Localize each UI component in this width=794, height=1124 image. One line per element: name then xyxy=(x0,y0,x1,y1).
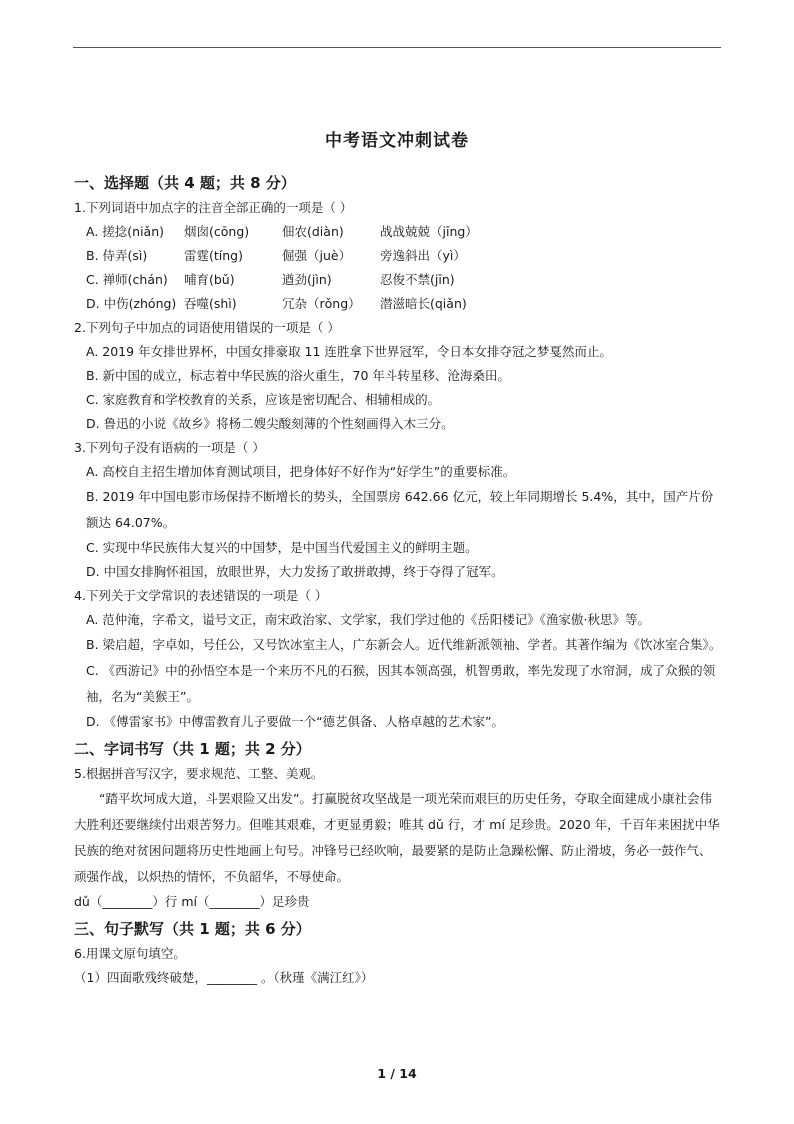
q3-option-d: D. 中国女排胸怀祖国，放眼世界，大力发扬了敢拼敢搏，终于夺得了冠军。 xyxy=(86,564,504,579)
q1-option-b: B. 侍弄(sì) 雷霆(tíng) 倔强（juè） 旁逸斜出（yì） xyxy=(86,248,466,263)
page-title: 中考语文冲刺试卷 xyxy=(325,131,469,151)
question-3-stem: 3.下列句子没有语病的一项是（ ） xyxy=(74,440,265,455)
question-2-stem: 2.下列句子中加点的词语使用错误的一项是（ ） xyxy=(74,320,340,335)
page-number: 1 / 14 xyxy=(377,1066,417,1081)
question-1-stem: 1.下列词语中加点字的注音全部正确的一项是（ ） xyxy=(74,200,353,215)
q1-option-d: D. 中伤(zhóng) 吞噬(shì) 冗杂（rǒng） 潜滋暗长(qiǎn) xyxy=(86,296,467,311)
q3-option-a: A. 高校自主招生增加体育测试项目，把身体好不好作为“好学生”的重要标准。 xyxy=(86,464,516,479)
q1-option-c: C. 禅师(chán) 哺育(bǔ) 遒劲(jìn) 忍俊不禁(jīn) xyxy=(86,272,455,287)
question-4-stem: 4.下列关于文学常识的表述错误的一项是（ ） xyxy=(74,588,328,603)
q2-option-c: C. 家庭教育和学校教育的关系，应该是密切配合、相辅相成的。 xyxy=(86,392,441,407)
q1-option-a: A. 搓捻(niǎn) 烟囱(cōng) 佃农(diàn) 战战兢兢（jīng） xyxy=(86,224,478,239)
section-heading-3: 三、句子默写（共 1 题；共 6 分） xyxy=(74,920,311,938)
q4-option-d: D. 《傅雷家书》中傅雷教育儿子要做一个“德艺俱备、人格卓越的艺术家”。 xyxy=(86,714,505,729)
q4-option-a: A. 范仲淹，字希文，谥号文正，南宋政治家、文学家，我们学过他的《岳阳楼记》《渔家傲·秋思》等。 xyxy=(86,612,651,627)
section-heading-1: 一、选择题（共 4 题；共 8 分） xyxy=(74,174,296,192)
header-rule xyxy=(73,47,721,48)
q3-option-c: C. 实现中华民族伟大复兴的中国梦，是中国当代爱国主义的鲜明主题。 xyxy=(86,540,478,555)
q2-option-d: D. 鲁迅的小说《故乡》将杨二嫂尖酸刻薄的个性刻画得入木三分。 xyxy=(86,416,454,431)
section-heading-2: 二、字词书写（共 1 题；共 2 分） xyxy=(74,740,311,758)
q2-option-a: A. 2019 年女排世界杯，中国女排豪取 11 连胜拿下世界冠军，令日本女排夺冠之梦戛然而止。 xyxy=(86,344,612,359)
exam-content xyxy=(74,168,722,990)
question-6-item-1: （1）四面歌残终破楚，________ 。（秋瑾《满江红》） xyxy=(74,970,374,985)
question-5-answer-line: dǔ（________）行 mí（________）足珍贵 xyxy=(74,894,310,909)
question-5-passage: “踏平坎坷成大道，斗罢艰险又出发”。打赢脱贫攻坚战是一项光荣而艰巨的历史任务，夺取全面建成小康社会伟大胜利还要继续付出艰苦努力。但唯其艰难，才更显勇毅；唯其 dǔ 行，才 mí 足珍贵。2020 年，千百年来困扰中华民族的绝对贫困问题将历史性地画上句号。冲锋号已经吹响，最要紧的是防止急躁松懈、防止滑坡，务必一鼓作气、顽强作战，以炽热的情怀，不负韶华，不辱使命。 xyxy=(74,791,720,884)
question-6-stem: 6.用课文原句填空。 xyxy=(74,946,186,961)
question-5-stem: 5.根据拼音写汉字，要求规范、工整、美观。 xyxy=(74,766,324,781)
q2-option-b: B. 新中国的成立，标志着中华民族的浴火重生，70 年斗转星移、沧海桑田。 xyxy=(86,368,510,383)
q4-option-c: C. 《西游记》中的孙悟空本是一个来历不凡的石猴，因其本领高强，机智勇敢，率先发现了水帘洞，成了众猴的领袖，名为“美猴王”。 xyxy=(86,663,716,704)
q4-option-b: B. 梁启超，字卓如，号任公，又号饮冰室主人，广东新会人。近代维新派领袖、学者。其著作编为《饮冰室合集》。 xyxy=(86,637,722,652)
q3-option-b: B. 2019 年中国电影市场保持不断增长的势头，全国票房 642.66 亿元，较上年同期增长 5.4%，其中，国产片份额达 64.07%。 xyxy=(86,489,714,530)
